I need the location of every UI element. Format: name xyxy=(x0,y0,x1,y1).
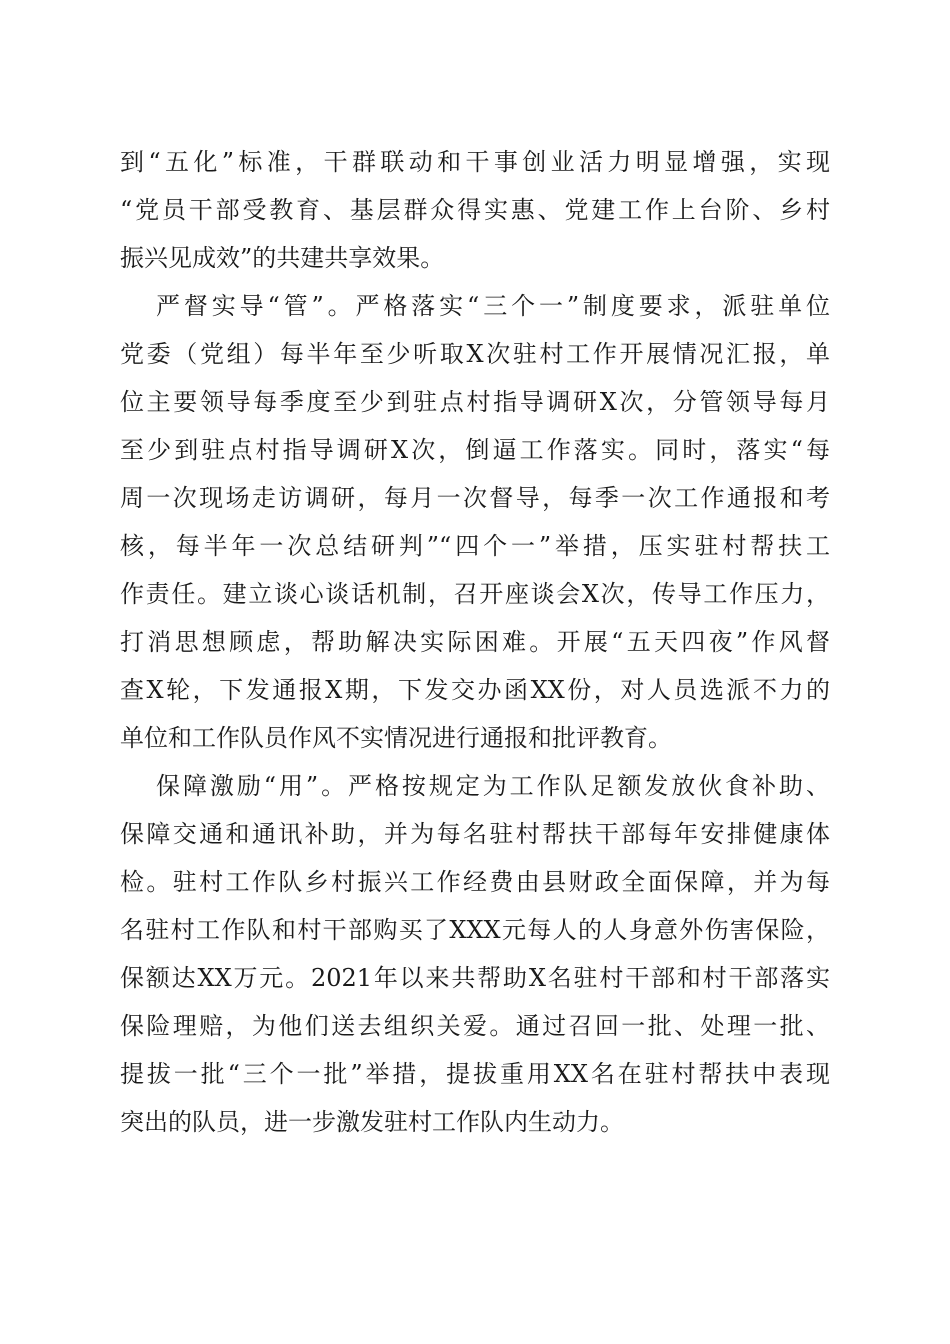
paragraph-line: 核，每半年一次总结研判”“四个一”举措，压实驻村帮扶工 xyxy=(120,532,830,560)
paragraph-line: 周一次现场走访调研，每月一次督导，每季一次工作通报和考 xyxy=(120,484,830,512)
paragraph-line: 查X轮，下发通报X期，下发交办函XX份，对人员选派不力的 xyxy=(120,676,830,704)
paragraph-line: 到“五化”标准，干群联动和干事创业活力明显增强，实现 xyxy=(120,148,830,176)
paragraph-line: 名驻村工作队和村干部购买了XXX元每人的人身意外伤害保险， xyxy=(120,916,830,944)
paragraph-line: 作责任。建立谈心谈话机制，召开座谈会X次，传导工作压力， xyxy=(120,580,830,608)
paragraph-line: 振兴见成效”的共建共享效果。 xyxy=(120,244,445,272)
paragraph-line: 位主要领导每季度至少到驻点村指导调研X次，分管领导每月 xyxy=(120,388,830,416)
paragraph-line: 打消思想顾虑，帮助解决实际困难。开展“五天四夜”作风督 xyxy=(120,628,830,656)
paragraph-line: 突出的队员，进一步激发驻村工作队内生动力。 xyxy=(120,1108,624,1136)
paragraph-supervision xyxy=(120,282,830,762)
paragraph-line: “党员干部受教育、基层群众得实惠、党建工作上台阶、乡村 xyxy=(120,196,830,224)
paragraph-incentive xyxy=(120,762,830,1146)
paragraph-line: 保额达XX万元。2021年以来共帮助X名驻村干部和村干部落实 xyxy=(120,964,830,992)
paragraph-line: 至少到驻点村指导调研X次，倒逼工作落实。同时，落实“每 xyxy=(120,436,830,464)
paragraph-line: 保险理赔，为他们送去组织关爱。通过召回一批、处理一批、 xyxy=(120,1012,830,1040)
paragraph-line: 提拔一批“三个一批”举措，提拔重用XX名在驻村帮扶中表现 xyxy=(120,1060,830,1088)
paragraph-line: 检。驻村工作队乡村振兴工作经费由县财政全面保障，并为每 xyxy=(120,868,830,896)
paragraph-line: 保障激励“用”。严格按规定为工作队足额发放伙食补助、 xyxy=(156,772,830,800)
paragraph-continuation xyxy=(120,138,830,282)
paragraph-line: 党委（党组）每半年至少听取X次驻村工作开展情况汇报，单 xyxy=(120,340,830,368)
paragraph-line: 单位和工作队员作风不实情况进行通报和批评教育。 xyxy=(120,724,672,752)
paragraph-line: 严督实导“管”。严格落实“三个一”制度要求，派驻单位 xyxy=(156,292,830,320)
paragraph-line: 保障交通和通讯补助，并为每名驻村帮扶干部每年安排健康体 xyxy=(120,820,830,848)
document-body xyxy=(120,138,830,1146)
